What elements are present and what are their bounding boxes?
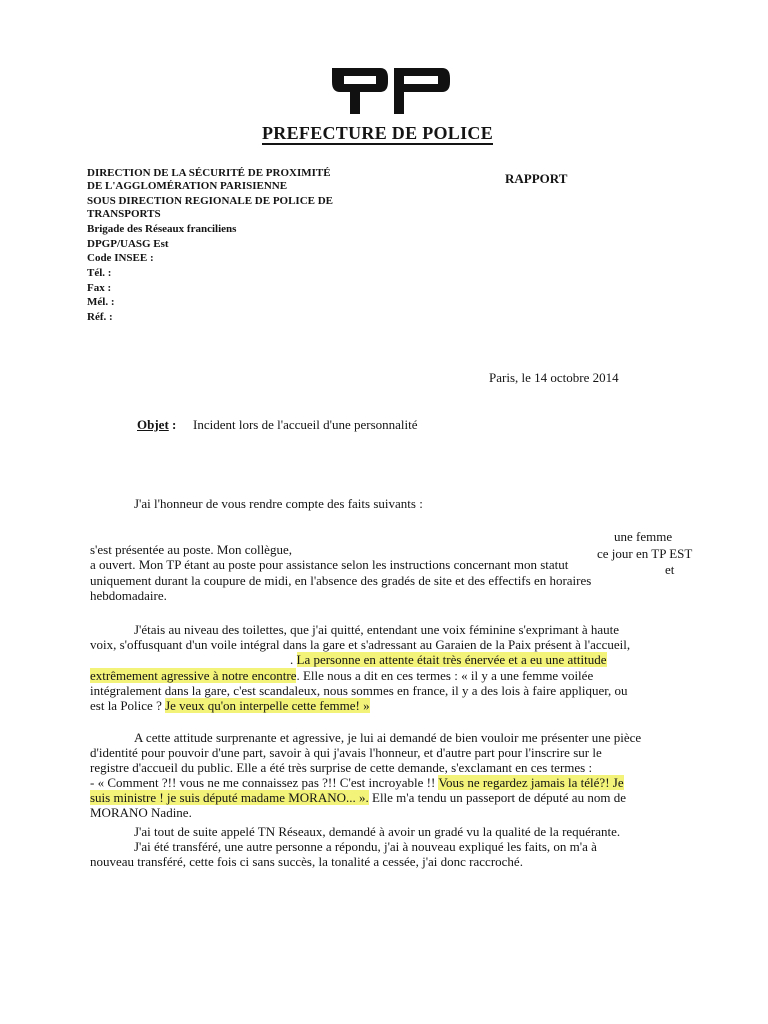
header-subdirection-line1: SOUS DIRECTION REGIONALE DE POLICE DE — [87, 195, 334, 207]
p2-line-6 — [90, 698, 370, 713]
header-tel: Tél. : — [87, 267, 112, 279]
header-subdirection-line2: TRANSPORTS — [87, 208, 161, 220]
p3-line-4 — [90, 775, 624, 790]
p3-line-7: J'ai tout de suite appelé TN Réseaux, demandé à avoir un gradé vu la qualité de la requérante. — [134, 824, 621, 839]
p2-highlight-1: La personne en attente était très énervée et a eu une attitude — [296, 652, 607, 667]
p1-right-fragment-1: une femme — [614, 529, 673, 544]
report-title: RAPPORT — [505, 171, 568, 186]
p3-line-2: d'identité pour pouvoir d'une part, savoir à qui j'avais l'honneur, et d'autre part pour l'inscrire sur le — [90, 745, 602, 760]
p3-line-5-rest: Elle m'a tendu un passeport de député au nom de — [368, 790, 626, 805]
p3-line-4-start: - « Comment ?!! vous ne me connaissez pas ?!! C'est incroyable !! — [90, 775, 436, 790]
header-fax: Fax : — [87, 282, 112, 294]
header-ref: Réf. : — [87, 311, 113, 323]
header-direction-line1: DIRECTION DE LA SÉCURITÉ DE PROXIMITÉ — [87, 167, 331, 179]
p1-line-2: a ouvert. Mon TP étant au poste pour assistance selon les instructions concernant mon statut — [90, 557, 569, 572]
p2-line-1: J'étais au niveau des toilettes, que j'ai quitté, entendant une voix féminine s'exprimant à haute — [134, 622, 619, 637]
date-line: Paris, le 14 octobre 2014 — [489, 370, 619, 385]
p2-line-3 — [90, 652, 607, 667]
prefecture-logo — [330, 62, 452, 118]
p1-right-fragment-3: et — [665, 562, 675, 577]
p2-line-3-period: . — [290, 652, 294, 667]
p3-line-6: MORANO Nadine. — [90, 805, 192, 820]
p3-line-1: A cette attitude surprenante et agressive, je lui ai demandé de bien vouloir me présenter une pièce — [134, 730, 642, 745]
header-direction-line2: DE L'AGGLOMÉRATION PARISIENNE — [87, 180, 288, 192]
header-code-insee: Code INSEE : — [87, 252, 154, 264]
p1-line-3: uniquement durant la coupure de midi, en l'absence des gradés de site et des effectifs en horaires — [90, 573, 592, 588]
p2-line-6-start: est la Police ? — [90, 698, 162, 713]
p2-line-4-rest: . Elle nous a dit en ces termes : « il y a une femme voilée — [296, 668, 594, 683]
header-unit: DPGP/UASG Est — [87, 238, 169, 250]
p3-line-5 — [90, 790, 626, 805]
p3-highlight-2: suis ministre ! je suis député madame MORANO... ». — [90, 790, 369, 805]
subject-text: Incident lors de l'accueil d'une personnalité — [193, 417, 418, 432]
subject-colon: : — [172, 417, 177, 432]
p1-right-fragment-2: ce jour en TP EST — [597, 546, 693, 561]
p3-highlight-1: Vous ne regardez jamais la télé?! Je — [438, 775, 624, 790]
organization-name: PREFECTURE DE POLICE — [262, 123, 494, 143]
p1-line-4: hebdomadaire. — [90, 588, 167, 603]
header-brigade: Brigade des Réseaux franciliens — [87, 223, 237, 235]
p3-line-9: nouveau transféré, cette fois ci sans succès, la tonalité a cessée, j'ai donc raccroché. — [90, 854, 523, 869]
p2-line-4 — [90, 668, 593, 683]
p2-line-2: voix, s'offusquant d'un voile intégral dans la gare et s'adressant au Garaien de la Paix présent à l'accueil, — [90, 637, 631, 652]
p3-line-8: J'ai été transféré, une autre personne a répondu, j'ai à nouveau expliqué les faits, on m'a à — [134, 839, 597, 854]
p1-line-1: s'est présentée au poste. Mon collègue, — [90, 542, 292, 557]
p2-line-5: intégralement dans la gare, c'est scandaleux, nous sommes en france, il y a des lois à faire appliquer, ou — [90, 683, 628, 698]
p3-line-3: registre d'accueil du public. Elle a été très surprise de cette demande, s'exclamant en ces termes : — [90, 760, 593, 775]
intro-line: J'ai l'honneur de vous rendre compte des faits suivants : — [134, 496, 423, 511]
p2-highlight-2: extrêmement agressive à notre encontre — [90, 668, 297, 683]
header-mel: Mél. : — [87, 296, 115, 308]
subject-label: Objet — [137, 417, 169, 432]
p2-highlight-3: Je veux qu'on interpelle cette femme! » — [165, 698, 370, 713]
